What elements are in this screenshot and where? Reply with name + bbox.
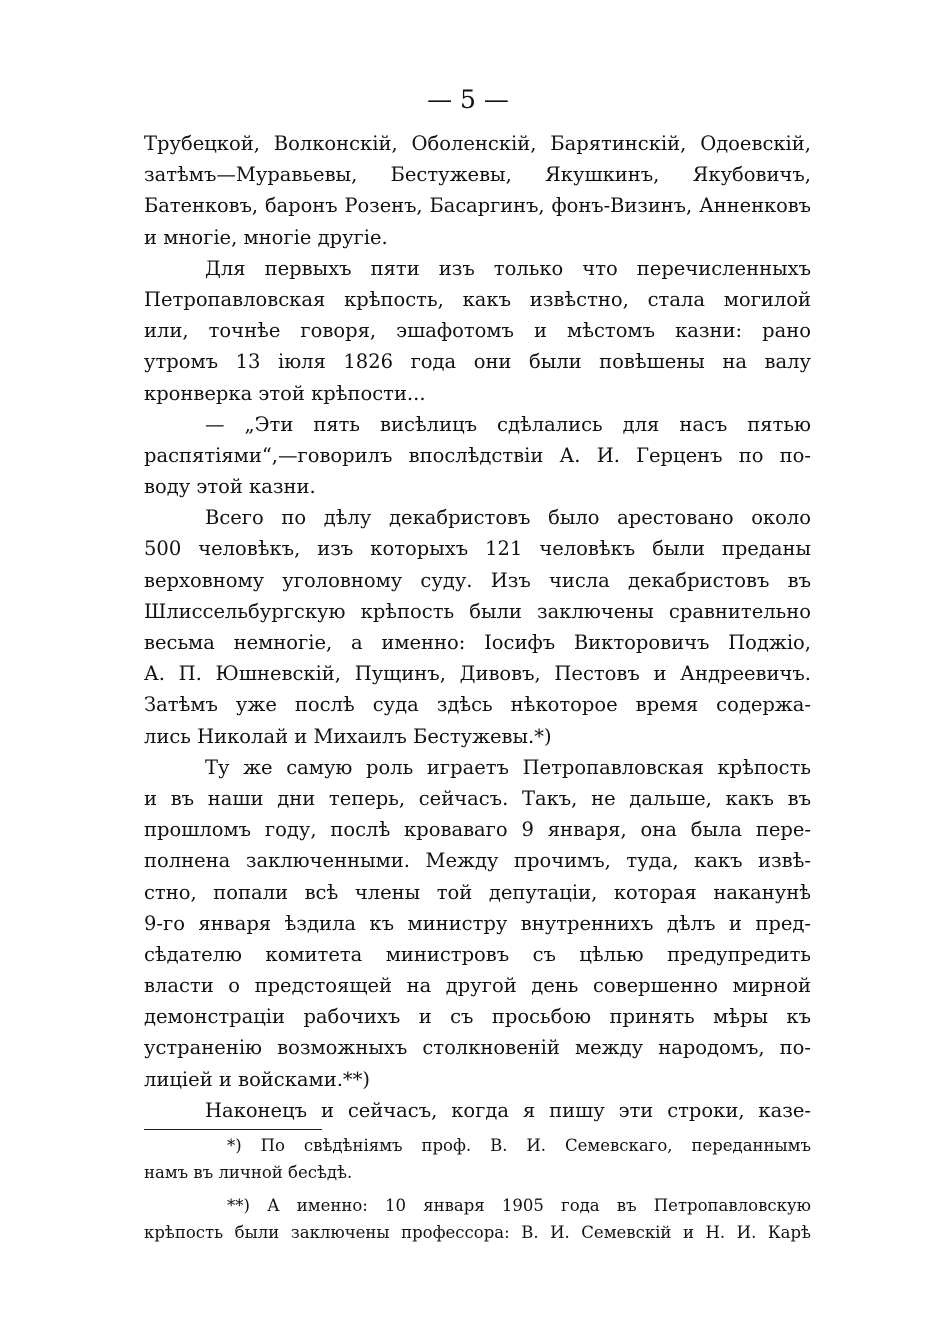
text-line: Петропавловская крѣпость, какъ извѣстно, стала могилой <box>144 287 811 311</box>
footnote-line: крѣпость были заключены профессора: В. И. Семевскій и Н. И. Карѣ <box>144 1223 811 1242</box>
text-line: демонстраціи рабочихъ и съ просьбою принять мѣры къ <box>144 1005 811 1029</box>
footnote-line: *) По свѣдѣніямъ проф. В. И. Семевскаго, переданнымъ <box>227 1136 811 1155</box>
paragraph <box>144 409 811 503</box>
text-line: стно, попали всѣ члены той депутаціи, которая наканунѣ <box>144 880 811 904</box>
paragraph <box>144 128 811 253</box>
text-line: А. П. Юшневскій, Пущинъ, Дивовъ, Пестовъ и Андреевичъ. <box>144 662 811 686</box>
text-line: прошломъ году, послѣ кроваваго 9 января, она была пере- <box>144 818 811 842</box>
text-line: воду этой казни. <box>144 475 316 499</box>
footnote <box>144 1192 811 1246</box>
paragraph <box>144 1095 811 1126</box>
footnotes <box>144 1132 811 1246</box>
text-line: Всего по дѣлу декабристовъ было арестовано около <box>205 506 811 530</box>
text-line: Для первыхъ пяти изъ только что перечисленныхъ <box>205 256 811 280</box>
text-line: распятіями“,—говорилъ впослѣдствіи А. И. Герценъ по по- <box>144 443 811 467</box>
text-line: 500 человѣкъ, изъ которыхъ 121 человѣкъ были преданы <box>144 537 811 561</box>
footnote-line: намъ въ личной бесѣдѣ. <box>144 1163 353 1182</box>
text-line: Трубецкой, Волконскій, Оболенскій, Барятинскій, Одоевскій, <box>144 132 811 155</box>
text-line: устраненію возможныхъ столкновеній между народомъ, по- <box>144 1036 811 1060</box>
text-line: или, точнѣе говоря, эшафотомъ и мѣстомъ казни: рано <box>144 319 811 343</box>
text-line: Батенковъ, баронъ Розенъ, Басаргинъ, фонъ-Визинъ, Анненковъ <box>144 194 811 218</box>
text-line: власти о предстоящей на другой день совершенно мирной <box>144 974 811 998</box>
text-line: лись Николай и Михаилъ Бестужевы.*) <box>144 724 552 748</box>
body-text <box>144 128 811 1126</box>
paragraph <box>144 752 811 1095</box>
page-number: — 5 — <box>427 85 509 114</box>
paragraph <box>144 253 811 409</box>
text-line: Шлиссельбургскую крѣпость были заключены сравнительно <box>144 599 811 623</box>
text-line: и многіе, многіе другіе. <box>144 225 388 249</box>
text-line: Наконецъ и сейчасъ, когда я пишу эти строки, казе- <box>205 1098 811 1122</box>
text-line: сѣдателю комитета министровъ съ цѣлью предупредить <box>144 942 811 966</box>
text-line: Ту же самую роль играетъ Петропавловская крѣпость <box>205 755 811 779</box>
footnote-line: **) А именно: 10 января 1905 года въ Петропавловскую <box>227 1196 811 1215</box>
footnote <box>144 1132 811 1186</box>
text-line: Затѣмъ уже послѣ суда здѣсь нѣкоторое время содержа- <box>144 693 811 717</box>
text-line: верховному уголовному суду. Изъ числа декабристовъ въ <box>144 568 811 592</box>
text-line: лиціей и войсками.**) <box>144 1067 371 1091</box>
paragraph <box>144 502 811 752</box>
text-line: — „Эти пять висѣлицъ сдѣлались для насъ пятью <box>205 412 811 436</box>
text-line: затѣмъ—Муравьевы, Бестужевы, Якушкинъ, Якубовичъ, <box>144 163 811 187</box>
text-line: 9-го января ѣздила къ министру внутреннихъ дѣлъ и пред- <box>144 911 811 935</box>
text-line: утромъ 13 іюля 1826 года они были повѣшены на валу <box>144 350 811 374</box>
text-line: кронверка этой крѣпости... <box>144 381 426 405</box>
text-line: и въ наши дни теперь, сейчасъ. Такъ, не дальше, какъ въ <box>144 786 811 810</box>
footnote-divider <box>144 1129 322 1130</box>
text-line: полнена заключенными. Между прочимъ, туда, какъ извѣ- <box>144 849 811 873</box>
text-line: весьма немногіе, а именно: Іосифъ Викторовичъ Поджіо, <box>144 631 811 654</box>
